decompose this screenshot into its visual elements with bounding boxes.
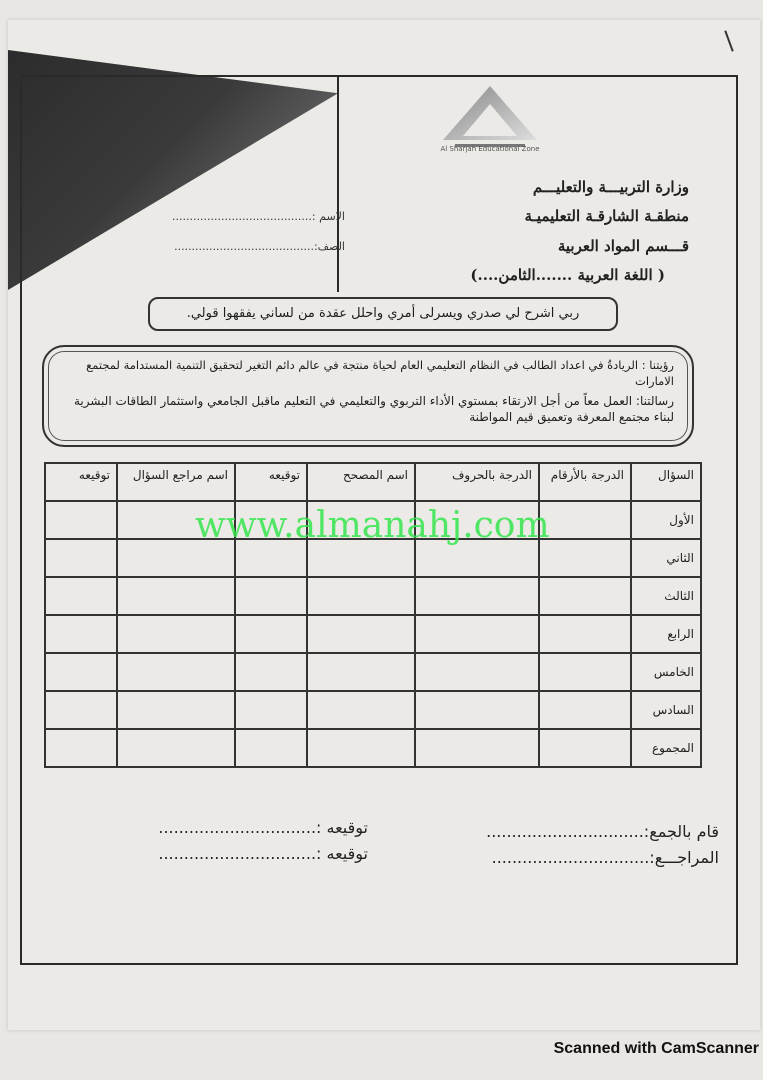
- grade-cell[interactable]: [415, 615, 539, 653]
- vision-mission-box: [42, 345, 694, 447]
- grade-cell[interactable]: [45, 577, 117, 615]
- collector-dots: ...............................: [486, 822, 644, 841]
- grade-cell[interactable]: [45, 653, 117, 691]
- grade-cell[interactable]: [307, 691, 415, 729]
- reviewer-sign-dots: ...............................: [158, 844, 317, 863]
- grade-cell[interactable]: [117, 577, 235, 615]
- grade-cell[interactable]: [235, 577, 307, 615]
- mission-text: رسالتنا: العمل معاً من أجل الارتقاء بمستوي الأداء التربوي والتعليمي في التعليم ماقبل الجامعي واستثمار الطاقات البشرية لبناء مجتمع المعرفة وتعميق قيم المواطنة: [73, 394, 674, 424]
- grade-cell[interactable]: [117, 653, 235, 691]
- grade-cell[interactable]: [45, 615, 117, 653]
- question-label: الأول: [631, 501, 701, 539]
- question-label: الثاني: [631, 539, 701, 577]
- grade-cell[interactable]: [117, 615, 235, 653]
- grade-cell[interactable]: [539, 653, 631, 691]
- grade-cell[interactable]: [307, 729, 415, 767]
- grade-cell[interactable]: [45, 691, 117, 729]
- reviewer-dots: ...............................: [491, 848, 650, 867]
- grade-cell[interactable]: [415, 653, 539, 691]
- scanner-stamp: Scanned with CamScanner: [553, 1040, 759, 1057]
- table-row: [45, 729, 701, 767]
- table-header-row: [45, 463, 701, 501]
- col-grade-numbers: الدرجة بالأرقام: [539, 463, 631, 501]
- reviewer-sign-label: توقيعه :: [316, 844, 368, 863]
- grade-cell[interactable]: [539, 501, 631, 539]
- grade-cell[interactable]: [307, 615, 415, 653]
- department-name: قـــسم المواد العربية: [557, 237, 689, 255]
- question-label: المجموع: [631, 729, 701, 767]
- collector-sign-dots: ...............................: [158, 818, 317, 837]
- ministry-name: وزارة التربيـــة والتعليـــم: [532, 178, 689, 196]
- grade-cell[interactable]: [415, 729, 539, 767]
- reviewer-signature-line[interactable]: [158, 844, 368, 863]
- table-row: [45, 653, 701, 691]
- grade-cell[interactable]: [307, 653, 415, 691]
- grade-cell[interactable]: [539, 729, 631, 767]
- class-label: الصف:: [313, 240, 345, 253]
- grade-cell[interactable]: [307, 577, 415, 615]
- watermark: www.almanahj.com: [195, 505, 550, 546]
- grade-cell[interactable]: [539, 539, 631, 577]
- collector-signature-line[interactable]: [158, 818, 368, 837]
- student-name-field[interactable]: [130, 210, 345, 223]
- grade-cell[interactable]: [235, 729, 307, 767]
- class-dots: ........................................: [174, 240, 314, 253]
- col-corrector-name: اسم المصحح: [307, 463, 415, 501]
- grade-cell[interactable]: [117, 729, 235, 767]
- prayer-box: ربي اشرح لي صدري ويسرلى أمري واحلل عقدة من لساني يفقهوا قولي.: [148, 297, 618, 331]
- table-row: [45, 577, 701, 615]
- grade-cell[interactable]: [45, 501, 117, 539]
- collector-line[interactable]: [486, 822, 719, 841]
- collector-label: قام بالجمع:: [643, 822, 719, 841]
- table-row: [45, 615, 701, 653]
- subject-grade: ( اللغة العربية .......الثامن....): [470, 266, 665, 284]
- grade-cell[interactable]: [45, 729, 117, 767]
- col-corrector-signature: توقيعه: [235, 463, 307, 501]
- logo-caption: Al Sharjah Educational Zone: [440, 145, 540, 153]
- grade-cell[interactable]: [415, 691, 539, 729]
- collector-sign-label: توقيعه :: [316, 818, 368, 837]
- class-field[interactable]: [130, 240, 345, 253]
- grade-cell[interactable]: [539, 615, 631, 653]
- reviewer-label: المراجـــع:: [649, 848, 719, 867]
- vision-text: رؤيتنا : الريادةُ في اعداد الطالب في النظام التعليمي العام لحياة منتجة في عالم دائم التغير لتحقيق التنمية المستدامة لمجتمع الامارات: [86, 358, 674, 388]
- grade-cell[interactable]: [235, 653, 307, 691]
- grade-cell[interactable]: [415, 577, 539, 615]
- question-label: الثالث: [631, 577, 701, 615]
- header-divider: [337, 77, 339, 292]
- col-reviewer-signature: توقيعه: [45, 463, 117, 501]
- question-label: السادس: [631, 691, 701, 729]
- student-name-dots: ........................................: [172, 210, 312, 223]
- grade-cell[interactable]: [539, 577, 631, 615]
- grade-cell[interactable]: [117, 691, 235, 729]
- col-reviewer-name: اسم مراجع السؤال: [117, 463, 235, 501]
- grade-cell[interactable]: [235, 691, 307, 729]
- student-name-label: الاسم :: [311, 210, 345, 223]
- table-row: [45, 691, 701, 729]
- grade-cell[interactable]: [539, 691, 631, 729]
- col-grade-letters: الدرجة بالحروف: [415, 463, 539, 501]
- question-label: الرابع: [631, 615, 701, 653]
- col-question: السؤال: [631, 463, 701, 501]
- reviewer-line[interactable]: [492, 848, 719, 867]
- grade-cell[interactable]: [235, 615, 307, 653]
- question-label: الخامس: [631, 653, 701, 691]
- grade-cell[interactable]: [45, 539, 117, 577]
- zone-name: منطقـة الشارقـة التعليميـة: [524, 207, 689, 225]
